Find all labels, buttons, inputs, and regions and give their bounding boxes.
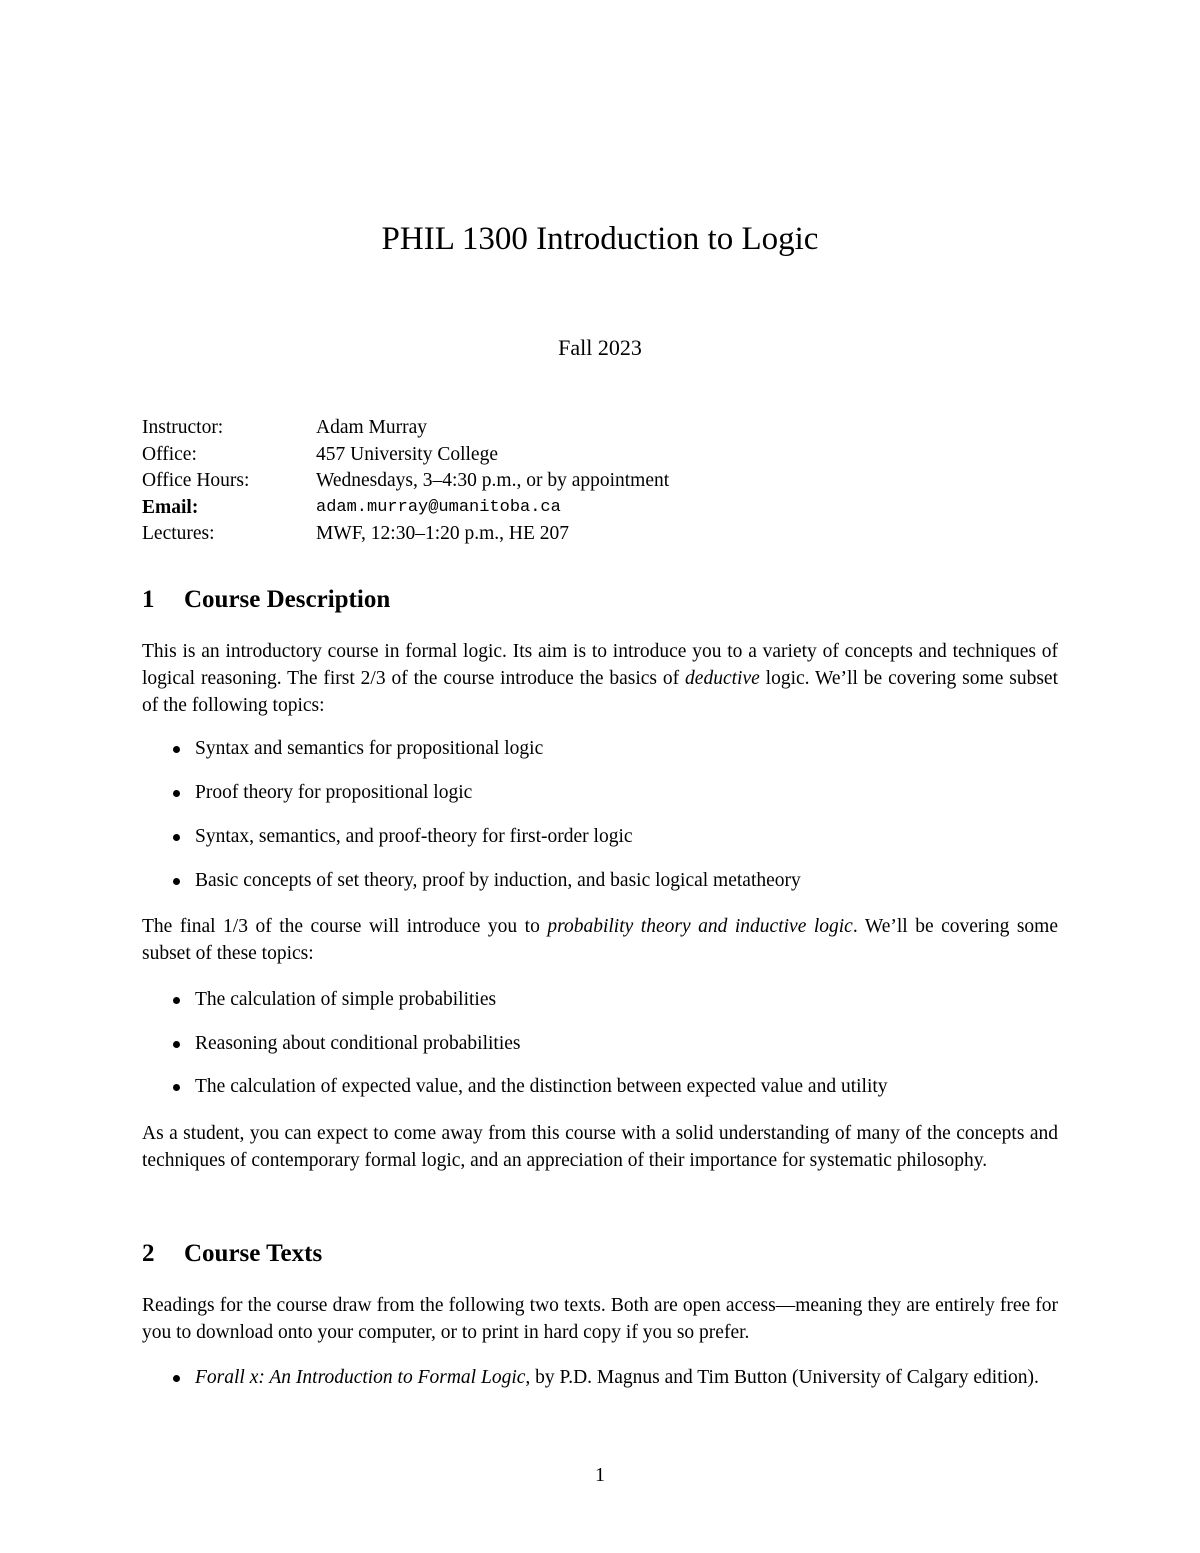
lectures-label: Lectures: [142, 523, 215, 544]
emphasis-text: deductive [685, 668, 760, 689]
list-item-text: The calculation of expected value, and the distinction between expected value and utility [195, 1076, 888, 1097]
section-heading [142, 1238, 1058, 1270]
lectures-row [142, 521, 669, 548]
section-heading [142, 584, 1058, 616]
list-item [142, 823, 1058, 850]
list-item-text: Basic concepts of set theory, proof by induction, and basic logical metatheory [195, 870, 801, 891]
bullet-icon [173, 834, 180, 841]
office-value: 457 University College [316, 443, 498, 465]
office-hours-value: Wednesdays, 3–4:30 p.m., or by appointment [316, 470, 670, 491]
instructor-row [142, 415, 669, 442]
section-number: 1 [142, 586, 155, 613]
section-course-texts [142, 1238, 1058, 1391]
paragraph-text: The final 1/3 of the course will introduce you to [142, 916, 548, 937]
texts-paragraph: Readings for the course draw from the following two texts. Both are open access—meaning they are entirely free for you to download onto your computer, or to print in hard copy if you so prefer. [142, 1295, 1058, 1343]
list-item-text: The calculation of simple probabilities [195, 989, 497, 1010]
inductive-topics-list [142, 986, 1058, 1100]
emphasis-text: probability theory and inductive logic [547, 916, 853, 937]
list-item-text: Proof theory for propositional logic [195, 782, 473, 803]
bullet-icon [173, 1041, 180, 1048]
inductive-paragraph [142, 913, 1058, 967]
list-item-text: Syntax, semantics, and proof-theory for first-order logic [195, 826, 633, 847]
bullet-icon [173, 878, 180, 885]
office-label: Office: [142, 443, 197, 465]
list-item [142, 779, 1058, 806]
description-paragraph [142, 638, 1058, 719]
office-hours-label: Office Hours: [142, 470, 250, 491]
list-item [142, 867, 1058, 894]
paragraph-text: . We’ll be covering some subset of these topics: [142, 916, 1058, 964]
list-item [142, 735, 1058, 762]
list-item-text: Reasoning about conditional probabilities [195, 1033, 521, 1054]
bullet-icon [173, 746, 180, 753]
instructor-value: Adam Murray [316, 417, 428, 438]
section-title: Course Description [184, 586, 391, 613]
bullet-icon [173, 1084, 180, 1091]
list-item-text: , by P.D. Magnus and Tim Button (University of Calgary edition). [525, 1367, 1039, 1388]
section-course-description [142, 584, 1058, 1174]
list-item [142, 1364, 1058, 1391]
outcome-paragraph: As a student, you can expect to come away from this course with a solid understanding of many of the concepts and techniques of contemporary formal logic, and an appreciation of their importance for systematic philosophy. [142, 1123, 1058, 1171]
page-number: 1 [595, 1464, 605, 1486]
lectures-value: MWF, 12:30–1:20 p.m., HE 207 [316, 523, 570, 544]
term-subtitle: Fall 2023 [558, 335, 642, 360]
page-title: PHIL 1300 Introduction to Logic [381, 221, 819, 257]
paragraph-text: logic. We’ll be covering some subset of the following topics: [142, 668, 1058, 716]
texts-list [142, 1364, 1058, 1391]
list-item [142, 986, 1058, 1013]
section-number: 2 [142, 1240, 155, 1267]
paragraph-text: This is an introductory course in formal logic. Its aim is to introduce you to a variety of concepts and techniques of logical reasoning. The first 2/3 of the course introduce the basics of [142, 641, 1058, 689]
list-item [142, 1030, 1058, 1057]
email-row [142, 495, 669, 522]
bullet-icon [173, 790, 180, 797]
book-title: Forall x: An Introduction to Formal Logic [195, 1367, 526, 1388]
office-row [142, 442, 669, 469]
deductive-topics-list [142, 735, 1058, 894]
course-info-block [142, 415, 669, 548]
list-item-text: Syntax and semantics for propositional logic [195, 738, 544, 759]
bullet-icon [173, 997, 180, 1004]
bullet-icon [173, 1375, 180, 1382]
section-title: Course Texts [184, 1240, 323, 1267]
list-item [142, 1073, 1058, 1100]
office-hours-row [142, 468, 669, 495]
instructor-label: Instructor: [142, 417, 224, 438]
email-link[interactable]: adam.murray@umanitoba.ca [316, 497, 561, 517]
email-label: Email: [142, 496, 199, 518]
